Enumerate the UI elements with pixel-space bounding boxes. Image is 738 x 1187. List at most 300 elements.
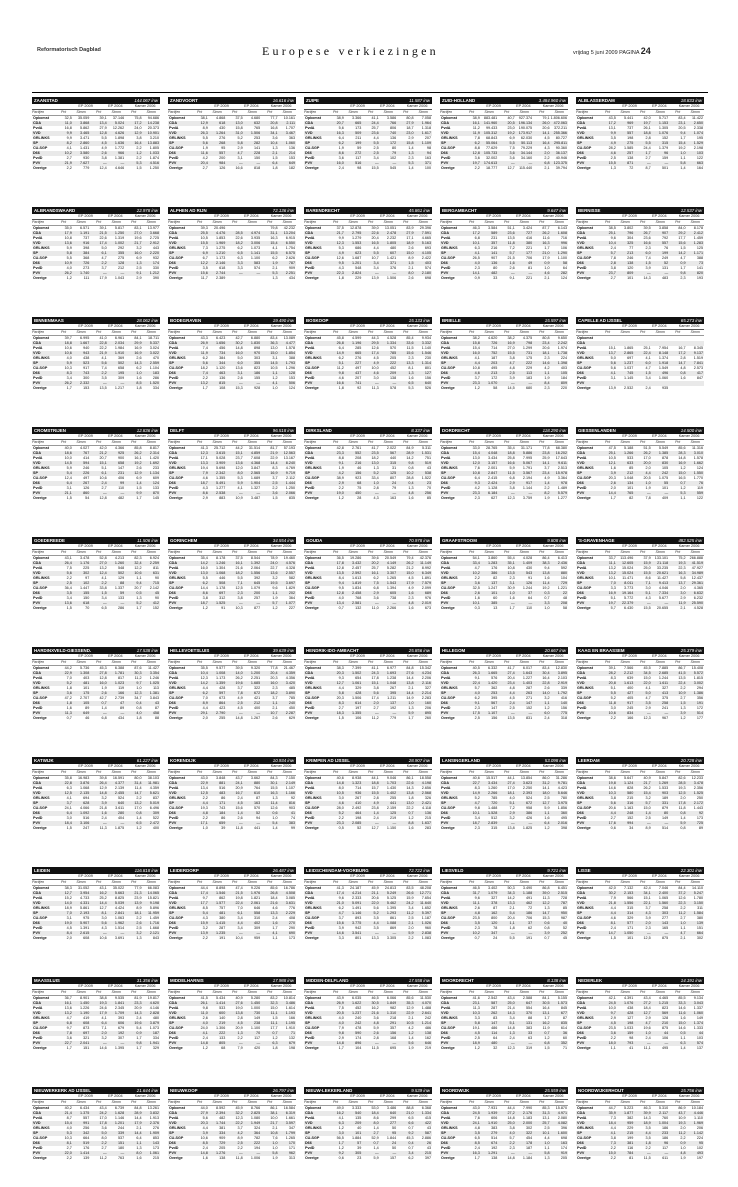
table-cell: 24,0 — [191, 1026, 208, 1031]
table-cell: 1.153 — [652, 121, 669, 126]
table-cell: 4.046 — [652, 586, 669, 591]
table-cell: 25,2 — [90, 896, 107, 901]
table-cell: 153 — [279, 376, 296, 381]
table-cell: 6.451 — [551, 886, 568, 891]
col-stmm: Stmm — [379, 880, 397, 885]
party-name: PVV — [576, 601, 599, 606]
table-cell: 3,8 — [90, 156, 107, 161]
table-cell: 3.486 — [279, 1001, 296, 1006]
party-name: Overige — [440, 276, 463, 281]
table-cell: 13,5 — [669, 676, 686, 681]
col-stmm: Stmm — [278, 110, 296, 115]
table-cell: — — [226, 491, 243, 496]
table-cell: 334 — [209, 1131, 226, 1136]
party-name: PVV — [32, 711, 55, 716]
table-cell: 141 — [481, 251, 498, 256]
result-rows — [576, 446, 704, 502]
col-pct: Pct — [226, 770, 244, 775]
table-cell: 798 — [516, 341, 533, 346]
table-cell: 1,7 — [599, 496, 616, 501]
party-name: PVV — [32, 1151, 55, 1156]
table-cell: 15,3 — [533, 916, 550, 921]
table-cell: 20,7 — [125, 586, 142, 591]
table-cell: 22,9 — [261, 456, 278, 461]
table-cell: 3,7 — [261, 696, 278, 701]
table-cell: 89 — [73, 706, 90, 711]
party-name: CU-SGP — [168, 476, 191, 481]
col-stmm: Stmm — [243, 1100, 261, 1105]
table-cell: 19.164 — [617, 591, 634, 596]
col-ep2009: EP 2009 — [615, 434, 645, 439]
col-kamer2006: Kamer 2006 — [538, 984, 568, 989]
party-name: SP — [32, 691, 55, 696]
table-cell: 14,2 — [191, 561, 208, 566]
table-cell: 2.212 — [617, 671, 634, 676]
inhabitants: 45.861 inw — [409, 207, 430, 214]
table-cell: 2.400 — [652, 891, 669, 896]
table-cell: 20,9 — [125, 1006, 142, 1011]
party-name: VVD — [32, 1121, 55, 1126]
table-cell: 14,8 — [226, 716, 243, 721]
table-cell: 23,7 — [599, 271, 616, 276]
table-cell: 1.546 — [209, 891, 226, 896]
col-pct: Pct — [599, 330, 617, 335]
table-cell: 5,9 — [669, 821, 686, 826]
party-name: D66 — [168, 921, 191, 926]
block-header — [32, 867, 160, 874]
table-cell: 83,4 — [533, 666, 550, 671]
table-cell: 14,1 — [463, 271, 480, 276]
table-cell: 4,2 — [533, 366, 550, 371]
table-cell: 1.073 — [143, 1026, 160, 1031]
table-cell: 785 — [481, 796, 498, 801]
table-cell: 4,0 — [125, 711, 142, 716]
table-cell: 1,3 — [397, 486, 414, 491]
table-cell: 38,2 — [498, 336, 515, 341]
table-cell: — — [362, 161, 379, 166]
table-cell: 36,7 — [55, 996, 72, 1001]
table-cell: 1.414 — [209, 1001, 226, 1006]
table-cell: 40,6 — [327, 776, 344, 781]
table-cell: 15,1 — [634, 896, 651, 901]
table-cell: 48.208 — [415, 886, 432, 891]
table-cell: 745 — [617, 371, 634, 376]
col-stmm: Stmm — [208, 1100, 226, 1105]
col-pct: Pct — [226, 1100, 244, 1105]
table-cell: 2.415 — [481, 476, 498, 481]
table-cell: 89 — [687, 826, 704, 831]
col-ep2004: EP 2004 — [372, 654, 402, 659]
col-blank — [304, 434, 343, 439]
party-name: D66 — [576, 261, 599, 266]
table-cell: 1.525 — [209, 601, 226, 606]
table-cell: 9,9 — [599, 131, 616, 136]
table-cell: 3,6 — [463, 156, 480, 161]
table-cell: 1,5 — [261, 496, 278, 501]
table-cell: 5.663 — [108, 891, 125, 896]
table-cell: 6.434 — [73, 1106, 90, 1111]
party-name: Opkomst — [168, 1106, 191, 1111]
table-cell: 7,1 — [90, 1026, 107, 1031]
table-cell: 11,9 — [191, 351, 208, 356]
table-cell: 290 — [279, 926, 296, 931]
table-cell: 85 — [617, 466, 634, 471]
table-cell: 6,9 — [125, 476, 142, 481]
party-name: D66 — [304, 151, 327, 156]
result-rows — [576, 776, 704, 832]
table-cell: 4,7 — [55, 1016, 72, 1021]
table-cell: 6,7 — [191, 256, 208, 261]
table-cell: 4,1 — [634, 356, 651, 361]
block-header — [168, 867, 296, 874]
table-cell: 1.502 — [345, 671, 362, 676]
municipality-name: GOUDA — [306, 537, 322, 544]
party-name: CDA — [304, 121, 327, 126]
col-pct: Pct — [533, 990, 551, 995]
table-cell: 12,8 — [90, 496, 107, 501]
table-cell: 15,6 — [191, 271, 208, 276]
table-cell: 7,5 — [498, 146, 515, 151]
table-cell: 7,4 — [191, 371, 208, 376]
table-row — [32, 606, 160, 611]
municipality-name: BINNENMAAS — [34, 317, 64, 324]
table-cell: 139 — [73, 1156, 90, 1161]
table-row — [32, 716, 160, 721]
table-cell: 4.680 — [244, 116, 261, 121]
party-name: D66 — [576, 591, 599, 596]
table-cell: 10,2 — [463, 571, 480, 576]
table-cell: 8,0 — [327, 786, 344, 791]
municipality-block — [576, 867, 704, 967]
col-stmm: Stmm — [651, 770, 669, 775]
table-cell: 88 — [108, 581, 125, 586]
table-cell: 766 — [380, 121, 397, 126]
table-cell: 9.226 — [244, 886, 261, 891]
party-name: Opkomst — [168, 996, 191, 1001]
table-cell: 20,7 — [327, 121, 344, 126]
table-cell: 83,9 — [397, 226, 414, 231]
table-cell: 880 — [551, 571, 568, 576]
table-cell: 1,7 — [125, 1036, 142, 1041]
table-row — [440, 1046, 568, 1051]
col-blank — [304, 764, 343, 769]
party-name: Opkomst — [168, 226, 191, 231]
table-cell: 15,4 — [463, 451, 480, 456]
party-name: Overige — [576, 606, 599, 611]
table-cell: 344 — [209, 361, 226, 366]
table-cell: 2.250 — [516, 786, 533, 791]
table-cell: 1.656 — [209, 341, 226, 346]
table-cell: 557 — [617, 131, 634, 136]
table-cell: 807 — [380, 476, 397, 481]
table-cell: 12,2 — [191, 261, 208, 266]
table-cell: 1.128 — [481, 486, 498, 491]
municipality-block — [168, 207, 296, 307]
table-cell: 1.830 — [244, 341, 261, 346]
table-cell: 6,1 — [90, 251, 107, 256]
table-cell: — — [362, 1041, 379, 1046]
party-name: CDA — [32, 121, 55, 126]
table-cell: 1,5 — [533, 1046, 550, 1051]
table-cell: 4,0 — [498, 796, 515, 801]
table-cell: 10,3 — [463, 1011, 480, 1016]
table-cell: 3,8 — [226, 596, 243, 601]
col-pct: Pct — [55, 1100, 73, 1105]
party-name: Overige — [576, 276, 599, 281]
table-cell: 212 — [244, 701, 261, 706]
table-cell: 9.577 — [209, 666, 226, 671]
table-cell: 292 — [108, 246, 125, 251]
table-cell: 2.860 — [73, 141, 90, 146]
block-header — [168, 1087, 296, 1094]
table-cell: 21,6 — [362, 1011, 379, 1016]
table-cell: 3,7 — [463, 376, 480, 381]
table-cell: 589 — [481, 231, 498, 236]
table-cell: 3.467 — [279, 131, 296, 136]
party-name: PvdA — [440, 456, 463, 461]
table-cell: 1,0 — [125, 686, 142, 691]
table-cell: 4,5 — [397, 576, 414, 581]
table-cell: 11,3 — [463, 1006, 480, 1011]
col-pct: Pct — [533, 440, 551, 445]
table-cell: 1.821 — [244, 896, 261, 901]
party-name: Opkomst — [576, 666, 599, 671]
table-cell: 166 — [617, 716, 634, 721]
table-cell: 1,0 — [669, 151, 686, 156]
table-cell: 58 — [551, 606, 568, 611]
table-cell: 2,2 — [463, 576, 480, 581]
table-cell: 3,4 — [226, 926, 243, 931]
table-cell: 1.578 — [687, 456, 704, 461]
table-cell: 1.070 — [481, 381, 498, 386]
table-cell: 4,4 — [191, 1126, 208, 1131]
table-cell: 11,0 — [191, 1011, 208, 1016]
municipality-name: LEIDERDORP — [170, 867, 199, 874]
table-cell: 2,7 — [191, 166, 208, 171]
col-partijen: Partijen — [440, 880, 463, 885]
table-cell: 1.296 — [279, 366, 296, 371]
table-cell: 30,2 — [599, 891, 616, 896]
col-blank — [440, 984, 479, 989]
table-cell: 569 — [652, 1011, 669, 1016]
table-cell: 19,2 — [669, 146, 686, 151]
party-name: D66 — [168, 591, 191, 596]
table-cell: 0,9 — [669, 261, 686, 266]
table-cell: 2,3 — [397, 156, 414, 161]
col-pct: Pct — [125, 660, 143, 665]
party-name: VVD — [168, 901, 191, 906]
party-name: PvdA — [304, 786, 327, 791]
table-cell: 3.802 — [617, 226, 634, 231]
party-name: SP — [304, 251, 327, 256]
table-cell: 13 — [481, 606, 498, 611]
table-cell: 27,2 — [634, 1001, 651, 1006]
table-cell: 104 — [551, 576, 568, 581]
table-cell: 1.043 — [108, 276, 125, 281]
table-cell: 1.667 — [73, 341, 90, 346]
table-cell: 25,5 — [191, 231, 208, 236]
table-cell: 198 — [617, 1021, 634, 1026]
table-cell: 3.402 — [481, 886, 498, 891]
table-cell: 23,5 — [362, 451, 379, 456]
table-cell: 81,9 — [125, 996, 142, 1001]
table-cell: 2,5 — [599, 156, 616, 161]
table-cell: 1,6 — [533, 576, 550, 581]
table-cell: 4.070 — [415, 1001, 432, 1006]
table-cell: 426 — [516, 816, 533, 821]
table-cell: 162 — [415, 1036, 432, 1041]
table-cell: 18,1 — [498, 791, 515, 796]
table-cell: 1.077 — [279, 601, 296, 606]
table-cell: 14,0 — [55, 901, 72, 906]
table-cell: 1.918 — [652, 361, 669, 366]
table-cell: 5,5 — [226, 576, 243, 581]
municipality-name: MIDDEN-DELFLAND — [306, 977, 348, 984]
table-cell: 311 — [687, 906, 704, 911]
table-cell: 1,4 — [397, 146, 414, 151]
table-cell: 4.118 — [415, 806, 432, 811]
col-stmm: Stmm — [414, 220, 432, 225]
table-cell: 41,3 — [191, 446, 208, 451]
table-cell: 400 — [143, 826, 160, 831]
table-cell: 11,2 — [669, 911, 686, 916]
table-cell: 27,8 — [90, 671, 107, 676]
table-cell: 33,3 — [669, 1001, 686, 1006]
table-cell: 3.876 — [73, 781, 90, 786]
party-name: PVV — [32, 161, 55, 166]
table-row — [304, 716, 432, 721]
col-blank — [440, 434, 479, 439]
table-cell: 14,2 — [669, 251, 686, 256]
result-rows — [32, 776, 160, 832]
table-cell: 371 — [415, 161, 432, 166]
party-name: PvdD — [32, 596, 55, 601]
party-name: Opkomst — [32, 666, 55, 671]
table-cell: 151 — [108, 1141, 125, 1146]
table-cell: 173 — [345, 126, 362, 131]
col-stmm: Stmm — [107, 770, 125, 775]
result-rows — [168, 776, 296, 832]
table-cell: 558 — [244, 911, 261, 916]
table-cell: 81,7 — [261, 446, 278, 451]
table-cell: 1,1 — [669, 926, 686, 931]
col-partijen: Partijen — [168, 220, 191, 225]
table-cell: 221 — [516, 276, 533, 281]
party-name: VVD — [440, 1011, 463, 1016]
col-pct: Pct — [226, 440, 244, 445]
col-stmm: Stmm — [278, 550, 296, 555]
table-cell: 197 — [345, 706, 362, 711]
table-cell: 3.858 — [652, 226, 669, 231]
table-cell: 1.193 — [279, 1011, 296, 1016]
col-stmm: Stmm — [515, 220, 533, 225]
party-name: GRLINKS — [168, 686, 191, 691]
table-cell: 22,7 — [55, 1041, 72, 1046]
table-cell: 1.781 — [108, 671, 125, 676]
col-pct: Pct — [498, 770, 516, 775]
dateline — [573, 46, 651, 56]
table-cell: 6,8 — [498, 476, 515, 481]
table-cell: 2.422 — [415, 256, 432, 261]
table-cell: — — [90, 491, 107, 496]
table-cell: 15,0 — [261, 351, 278, 356]
table-cell: 8,9 — [191, 126, 208, 131]
table-cell: 3,1 — [226, 156, 243, 161]
table-cell: 896 — [345, 1041, 362, 1046]
table-cell: 1,1 — [669, 156, 686, 161]
table-cell: 5,8 — [669, 161, 686, 166]
table-cell: 4.027 — [73, 446, 90, 451]
table-cell: 102 — [380, 156, 397, 161]
col-kamer2006: Kamer 2006 — [538, 544, 568, 549]
municipality-name: ALBRANDSWAARD — [34, 207, 75, 214]
col-stmm: Stmm — [72, 1100, 90, 1105]
table-cell: 5.817 — [108, 226, 125, 231]
table-cell: 84,3 — [261, 776, 278, 781]
table-cell: 0,5 — [125, 591, 142, 596]
party-name: CU-SGP — [304, 256, 327, 261]
table-cell: 1.976 — [244, 891, 261, 896]
table-cell: 5.698 — [209, 466, 226, 471]
col-partijen: Partijen — [440, 770, 463, 775]
municipality-name: LEIDSCHENDAM-VOORBURG — [306, 867, 369, 874]
table-cell: — — [634, 931, 651, 936]
party-name: D66 — [168, 811, 191, 816]
table-cell: 17,8 — [669, 801, 686, 806]
table-cell: 200 — [244, 591, 261, 596]
table-cell: 149 — [687, 1016, 704, 1021]
table-cell: 583 — [244, 261, 261, 266]
party-name: PvdA — [168, 896, 191, 901]
table-cell: 5.163 — [415, 241, 432, 246]
table-cell: 5,6 — [191, 361, 208, 366]
party-name: VVD — [304, 1011, 327, 1016]
party-name: SP — [440, 141, 463, 146]
table-cell: 4,0 — [55, 1126, 72, 1131]
table-cell: 45,3 — [90, 666, 107, 671]
table-cell: 133 — [209, 1036, 226, 1041]
table-cell: 9,6 — [463, 896, 480, 901]
col-kamer2006: Kamer 2006 — [674, 984, 704, 989]
result-rows — [32, 666, 160, 722]
table-cell: 132 — [345, 606, 362, 611]
table-cell: 3.843 — [143, 696, 160, 701]
col-pct: Pct — [261, 550, 279, 555]
col-blank — [576, 434, 615, 439]
table-cell: 202 — [279, 591, 296, 596]
table-cell: 4,0 — [327, 1016, 344, 1021]
col-pct: Pct — [226, 220, 244, 225]
table-cell: 1,1 — [669, 1036, 686, 1041]
table-cell: 1,2 — [533, 826, 550, 831]
party-name: VVD — [32, 241, 55, 246]
party-name: PvdA — [168, 236, 191, 241]
col-pct: Pct — [463, 770, 481, 775]
table-cell: 1,0 — [669, 921, 686, 926]
municipality-block — [168, 427, 296, 527]
table-cell: 6.924 — [143, 556, 160, 561]
table-cell: 4.665 — [415, 236, 432, 241]
party-name: CU-SGP — [440, 366, 463, 371]
table-cell: 327 — [481, 896, 498, 901]
table-cell: 216 — [481, 246, 498, 251]
table-cell: 2.356 — [687, 786, 704, 791]
inhabitants: 482.525 inw — [678, 537, 702, 544]
col-pct: Pct — [533, 220, 551, 225]
col-ep2009: EP 2009 — [343, 1094, 373, 1099]
table-cell: 6,8 — [362, 586, 379, 591]
table-cell: 1.668 — [143, 926, 160, 931]
